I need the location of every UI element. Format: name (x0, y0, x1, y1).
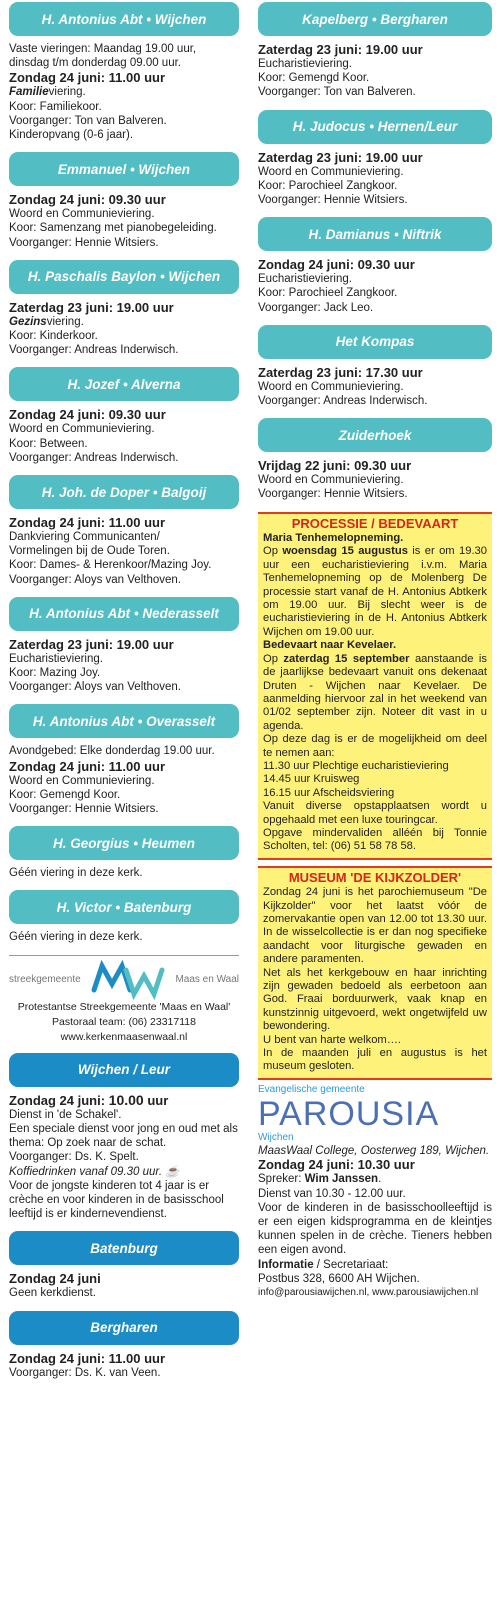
coffee-cup-icon: ☕ (165, 1165, 180, 1178)
psg-team: Pastoraal team: (06) 23317118 (52, 1015, 196, 1028)
text-line: Woord en Communieviering. (9, 423, 155, 436)
service-date: Zondag 24 juni: 11.00 uur (9, 1350, 166, 1366)
service-date: Zondag 24 juni (9, 1271, 101, 1287)
text-line: Géén viering in deze kerk. (9, 867, 143, 880)
psg-logo-block (9, 955, 239, 1045)
block-doper (9, 515, 239, 587)
block-jozef (9, 407, 239, 465)
text-line: Koor: Dames- & Herenkoor/Mazing Joy. (9, 559, 212, 572)
schedule-line: 11.30 uur Plechtige eucharistieviering (263, 759, 449, 772)
block-georgius (9, 866, 239, 880)
service-type (9, 85, 239, 99)
service-type-rest: viering. (46, 315, 84, 328)
service-date (9, 1093, 239, 1108)
service-type-bold: Gezins (9, 315, 47, 328)
text-part: Op (263, 545, 283, 558)
text-line: Voorganger: Hennie Witsiers. (258, 194, 408, 207)
service-date: Zondag 24 juni: 11.00 uur (9, 515, 166, 531)
text-line: Net als het kerkgebouw en haar inrichting zijn gewaden bedoeld als eerbetoon aan God. Fraai borduurwerk, vaak knap en kunstzinnig uitgevoerd, wekt ongetwijfeld uw bewondering. (263, 966, 487, 1033)
text-line: Géén viering in deze kerk. (9, 931, 143, 944)
text-line: Op deze dag is er de mogelijkheid om deel te nemen aan: (263, 733, 487, 759)
text-line: Vanuit diverse opstapplaatsen wordt u opgehaald met een luxe touringcar. (263, 800, 487, 826)
choir: Koor: Familiekoor. (9, 100, 102, 113)
text-line: Voorganger: Ds. K. van Veen. (9, 1366, 161, 1379)
text-line: Voorganger: Andreas Inderwisch. (258, 395, 428, 408)
block-damianus (258, 257, 492, 315)
text-line: Avondgebed: Elke donderdag 19.00 uur. (9, 745, 215, 758)
text-line: Vormelingen bij de Oude Toren. (9, 545, 170, 558)
bedevaart-subtitle: Bedevaart naar Kevelaer. (263, 639, 397, 652)
logo-text-right: Maas en Waal (175, 974, 239, 986)
service-date: Zondag 24 juni: 10.30 uur (258, 1157, 415, 1173)
schedule-line: 14.45 uur Kruisweg (263, 773, 360, 786)
info-label: Informatie (258, 1258, 314, 1271)
left-column (9, 0, 239, 1390)
text-line: Koor: Mazing Joy. (9, 667, 101, 680)
postbus: Postbus 328, 6600 AH Wijchen. (258, 1272, 420, 1285)
info-line (258, 1258, 492, 1272)
date-unit: uur (143, 1092, 169, 1108)
text-line: Een speciale dienst voor jong en oud met als thema: Op zoek naar de schat. (9, 1122, 238, 1150)
text-line: Woord en Communieviering. (258, 165, 404, 178)
service-date: Zondag 24 juni: 09.30 uur (9, 192, 166, 208)
text-line: Voor de kinderen in de basisschoolleeftijd is er een eigen kidsprogramma en de kleintjes kunnen spelen in de crèche. Tieners hebben een eigen avond. (258, 1201, 492, 1257)
service-date: Zaterdag 23 juni: 19.00 uur (258, 149, 423, 165)
header-georgius: H. Georgius • Heumen (9, 826, 239, 860)
text-part: aanstaande is de jaarlijkse bedevaart vanuit ons dekenaat Druten - Wijchen naar Kevelaer. De aanmelding hiervoor zal in het weekend van 01/02 september zijn. Noteer dit vast in u agenda. (263, 652, 487, 732)
text-line: Zondag 24 juni is het parochiemuseum "De Kijkzolder" voor het laatst vóór de zomervakantie open van 12.00 tot 13.30 uur. In de wisselcollectie is er dan nog specifieke aandacht voor liturgische gewaden en andere paramenten. (263, 886, 487, 966)
processie-subtitle: Maria Tenhemelopneming. (263, 532, 404, 545)
speaker-name: Wim Janssen (304, 1173, 379, 1186)
block-emmanuel (9, 192, 239, 250)
text-line: Voorganger: Andreas Inderwisch. (9, 451, 179, 464)
parousia-address: MaasWaal College, Oosterweg 189, Wijchen. (258, 1144, 490, 1157)
header-damianus: H. Damianus • Niftrik (258, 217, 492, 251)
header-nederasselt: H. Antonius Abt • Nederasselt (9, 597, 239, 631)
service-date: Zaterdag 23 juni: 19.00 uur (9, 299, 174, 315)
text-line: U bent van harte welkom…. (263, 1033, 402, 1046)
service-type-bold: Familie (9, 86, 49, 99)
header-kapelberg: Kapelberg • Bergharen (258, 2, 492, 36)
text-line: Koor: Kinderkoor. (9, 330, 98, 343)
mw-logo-icon (88, 960, 168, 1000)
header-doper: H. Joh. de Doper • Balgoij (9, 475, 239, 509)
service-type (9, 315, 239, 329)
text-part: Op (263, 652, 284, 665)
header-batenburg: Batenburg (9, 1231, 239, 1265)
text-line: Voor de jongste kinderen tot 4 jaar is er crèche en voor kinderen in de basisschool leeftijd is er kindernevendienst. (9, 1179, 224, 1221)
block-paschalis (9, 300, 239, 358)
header-zuiderhoek: Zuiderhoek (258, 418, 492, 452)
block-zuiderhoek (258, 458, 492, 501)
block-batenburg (9, 1271, 239, 1300)
text-line: Voorganger: Jack Leo. (258, 301, 374, 314)
text-line: Koor: Gemengd Koor. (9, 788, 121, 801)
celebrant: Voorganger: Ton van Balveren. (9, 114, 167, 127)
text-line: Voorganger: Hennie Witsiers. (9, 236, 159, 249)
service-date: Zaterdag 23 juni: 19.00 uur (258, 42, 423, 57)
psg-logo (9, 960, 239, 1000)
header-overasselt: H. Antonius Abt • Overasselt (9, 704, 239, 738)
processie-paragraph (263, 545, 487, 639)
text-line: dinsdag t/m donderdag 09.00 uur. (9, 57, 181, 70)
text-line: Voorganger: Aloys van Velthoven. (9, 681, 181, 694)
text-line: Eucharistieviering. (258, 58, 352, 70)
block-antonius-wijchen (9, 42, 239, 142)
text-line: Dienst in 'de Schakel'. (9, 1108, 122, 1121)
text-line: Woord en Communieviering. (9, 208, 155, 221)
parousia-pre: Evangelische gemeente (258, 1083, 365, 1095)
text-line: Eucharistieviering. (9, 652, 103, 665)
header-bergharen: Bergharen (9, 1311, 239, 1345)
parousia-block (258, 1084, 492, 1300)
service-type-rest: viering. (48, 86, 86, 99)
text-line: Koor: Gemengd Koor. (258, 72, 370, 85)
coffee-line (9, 1165, 239, 1179)
service-date: Zondag 24 juni: 11.00 uur (9, 758, 166, 774)
text-line: Koor: Between. (9, 437, 88, 450)
schedule-line: 16.15 uur Afscheidsviering (263, 786, 395, 799)
text-line: Dankviering Communicanten/ (9, 531, 160, 544)
speaker-line (258, 1172, 492, 1186)
block-kompas (258, 365, 492, 408)
text-line: Vaste vieringen: Maandag 19.00 uur, (9, 43, 197, 55)
block-victor (9, 930, 239, 944)
bedevaart-paragraph (263, 653, 487, 733)
text-line: Koor: Parochieel Zangkoor. (258, 287, 398, 300)
text-bold: woensdag 15 augustus (282, 545, 408, 558)
parousia-logo: PAROUSIA (258, 1094, 440, 1133)
text-line: Voorganger: Andreas Inderwisch. (9, 344, 179, 357)
header-emmanuel: Emmanuel • Wijchen (9, 152, 239, 186)
service-date: Zaterdag 23 juni: 19.00 uur (9, 636, 174, 652)
text-line: Koor: Parochieel Zangkoor. (258, 179, 398, 192)
header-wijchen-leur: Wijchen / Leur (9, 1053, 239, 1087)
block-judocus (258, 150, 492, 208)
block-wijchen-leur (9, 1093, 239, 1222)
date-part: Zondag 24 juni: (9, 1092, 109, 1108)
contact-links[interactable]: info@parousiawijchen.nl, www.parousiawijchen.nl (258, 1286, 479, 1298)
text-line: In de maanden juli en augustus is het museum gesloten. (263, 1047, 487, 1073)
service-date: Vrijdag 22 juni: 09.30 uur (258, 458, 412, 474)
service-date: Zondag 24 juni: 09.30 uur (258, 257, 415, 273)
header-victor: H. Victor • Batenburg (9, 890, 239, 924)
text-line: Voorganger: Aloys van Velthoven. (9, 573, 181, 586)
text-line: Voorganger: Ds. K. Spelt. (9, 1151, 139, 1164)
text-line: Koor: Samenzang met pianobegeleiding. (9, 222, 217, 235)
text-line: Dienst van 10.30 - 12.00 uur. (258, 1187, 406, 1200)
museum-box (258, 866, 492, 1080)
block-overasselt (9, 744, 239, 816)
header-jozef: H. Jozef • Alverna (9, 367, 239, 401)
text-line: Opgave mindervaliden alléén bij Tonnie Scholten, tel: (06) 51 58 78 58. (263, 826, 487, 853)
logo-text-left: streekgemeente (9, 974, 81, 986)
processie-box (258, 512, 492, 860)
psg-name: Protestantse Streekgemeente 'Maas en Waal' (17, 1000, 231, 1013)
header-kompas: Het Kompas (258, 325, 492, 359)
service-date: Zondag 24 juni: 11.00 uur (9, 70, 166, 86)
parousia-sub: Wijchen (258, 1131, 294, 1143)
museum-title: MUSEUM 'DE KIJKZOLDER' (288, 869, 462, 885)
date-time: 10.00 (108, 1091, 144, 1108)
note: Kinderopvang (0-6 jaar). (9, 129, 134, 142)
psg-website[interactable]: www.kerkenmaasenwaal.nl (60, 1030, 188, 1043)
text-part: . (378, 1173, 382, 1186)
text-line: Woord en Communieviering. (258, 474, 404, 487)
text-bold: zaterdag 15 september (283, 652, 410, 665)
coffee-text: Koffiedrinken vanaf 09.30 uur. (9, 1165, 163, 1178)
text-part: Spreker: (258, 1173, 305, 1186)
block-kapelberg (258, 42, 492, 100)
header-judocus: H. Judocus • Hernen/Leur (258, 110, 492, 144)
text-line: Voorganger: Ton van Balveren. (258, 86, 416, 99)
text-line: Woord en Communieviering. (9, 774, 155, 787)
text-line: Eucharistieviering. (258, 273, 352, 286)
text-line: Woord en Communieviering. (258, 380, 404, 393)
block-nederasselt (9, 637, 239, 695)
processie-title: PROCESSIE / BEDEVAART (291, 515, 459, 531)
text-part: / Secretariaat: (313, 1258, 389, 1271)
text-line: Geen kerkdienst. (9, 1287, 96, 1300)
service-date: Zondag 24 juni: 09.30 uur (9, 407, 166, 423)
header-paschalis: H. Paschalis Baylon • Wijchen (9, 260, 239, 294)
text-part: is er om 19.30 uur een eucharistieviering i.v.m. Maria Tenhemelopneming op de Molenberg De processie start vanaf de H. Antonius Abtkerk om 19.00 uur. Bij slecht weer is de eucharistieviering in de H. Antonius Abtkerk Wijchen om 19.00 uur. (263, 545, 487, 638)
text-line: Voorganger: Hennie Witsiers. (258, 488, 408, 501)
service-date: Zaterdag 23 juni: 17.30 uur (258, 364, 423, 380)
text-line: Voorganger: Hennie Witsiers. (9, 803, 159, 816)
block-bergharen (9, 1351, 239, 1380)
right-column (258, 0, 492, 1300)
header-antonius-wijchen: H. Antonius Abt • Wijchen (9, 2, 239, 36)
